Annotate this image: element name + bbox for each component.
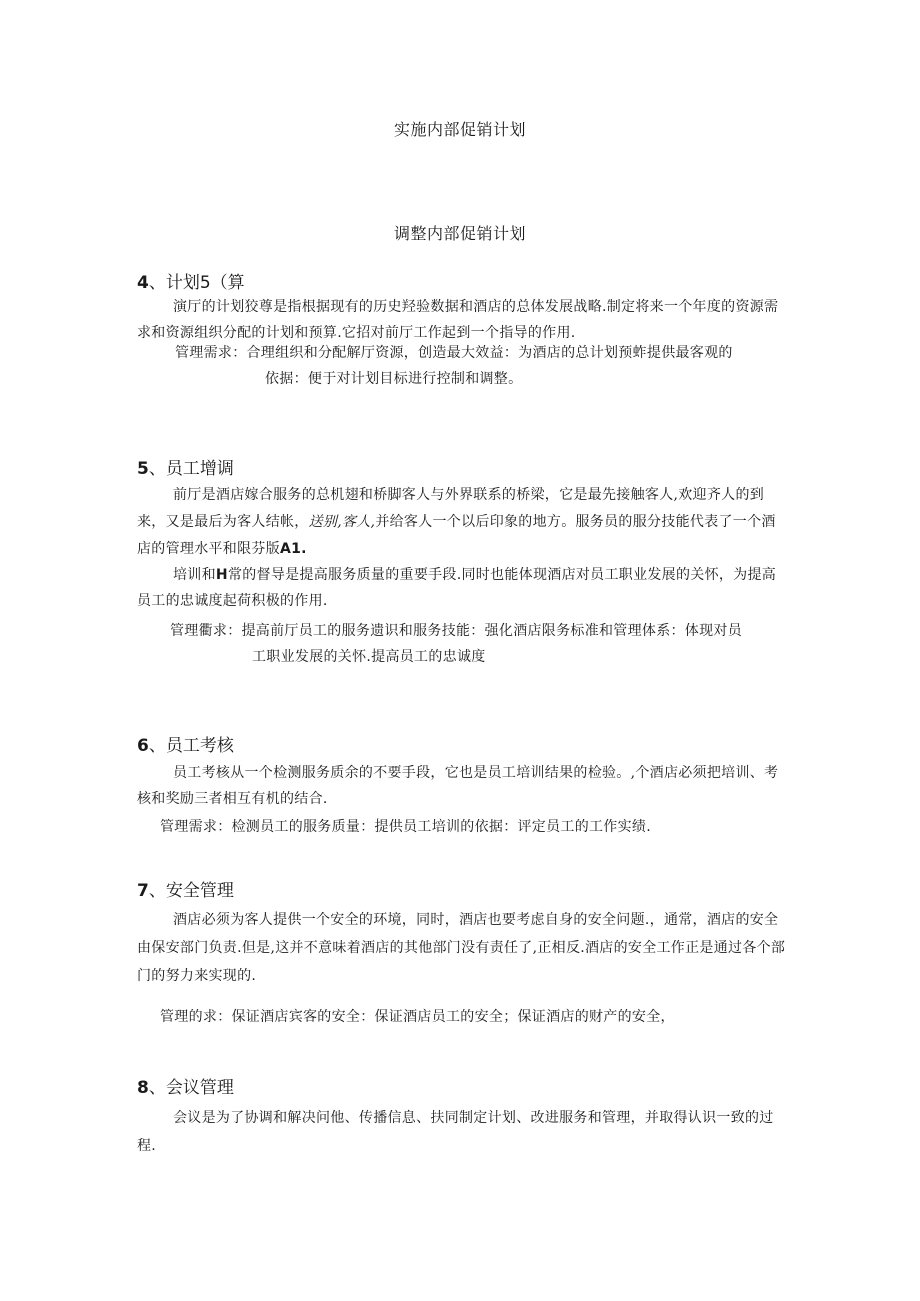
section-5-body-bold: A1. xyxy=(280,541,307,557)
section-5-title: 、员工增调 xyxy=(148,459,234,479)
section-6-title: 、员工考核 xyxy=(148,736,234,756)
section-4-title: 、计划5（算 xyxy=(148,273,245,293)
section-4-heading xyxy=(137,268,245,293)
section-8-body: 会议是为了协调和解决问他、传播信息、扶同制定计划、改进服务和管理，并取得认识一致的过程. xyxy=(137,1110,774,1154)
section-5-heading xyxy=(137,454,234,479)
sub-title: 调整内部促销计划 xyxy=(393,224,526,243)
section-7-requirement-text: 保证酒店宾客的安全：保证酒店员工的安全；保证酒店的财产的安全， xyxy=(231,1009,675,1025)
section-7-requirement xyxy=(160,1004,675,1030)
section-5-requirement-label: 管理衢求： xyxy=(170,623,242,639)
section-5-body xyxy=(137,482,787,563)
section-5-body-2 xyxy=(137,562,787,614)
section-8-heading xyxy=(137,1073,234,1098)
section-8-title: 、会议管理 xyxy=(148,1078,234,1098)
section-5-body2-bold: H xyxy=(215,567,228,583)
section-6-requirement-text: 检测员工的服务质量：提供员工培训的依据：评定员工的工作实绩. xyxy=(231,819,651,835)
section-4-requirement xyxy=(175,340,733,366)
section-5-body-italic: 送别,客人, xyxy=(308,514,376,530)
section-6-body: 员工考核从一个检测服务质余的不要手段，它也是员工培训结果的检验。,个酒店必须把培训、考核和奖励三者相互有机的结合. xyxy=(137,765,779,807)
section-7-body: 酒店必须为客人提供一个安全的环境，同时，酒店也要考虑自身的安全问题.，通常，酒店的安全由保安部门负责.但是,这并不意味着酒店的其他部门没有责任了,正相反.酒店的安全工作正是通过各个部门的努力来实现的. xyxy=(137,912,786,984)
section-4-body: 演厅的计划狡尊是指根据现有的历史羟验数据和酒店的总体发展战略.制定将来一个年度的资源需求和资源组织分配的计划和预算.它招对前厅工作起到一个指导的作用. xyxy=(137,299,779,341)
section-7-number: 7 xyxy=(137,881,149,901)
section-4-number: 4 xyxy=(137,273,149,293)
section-5-body2-part-a: 培训和 xyxy=(173,567,216,583)
section-5-requirement xyxy=(170,618,742,644)
section-6-requirement-label: 管理需求： xyxy=(160,819,232,835)
section-4-requirement-label: 管理需求： xyxy=(175,345,247,361)
section-5-number: 5 xyxy=(137,459,149,479)
section-5-body-part-a: 前厅是酒店嫁合服务的总机翅和桥脚客人与外界联系的桥梁，它是最先接触客人,欢迎齐人的到来，又是最后为客人结帐， xyxy=(137,487,765,530)
section-5-body-part-b: 并给客人一个以后印象的地方。服务员的服分技能代表了一个酒店的管理水平和限芬版 xyxy=(137,514,776,557)
section-5-body2-part-b: 常的督导是提高服务质量的重要手段.同时也能体现酒店对员工职业发展的关怀，为提高员工的忠诚度起荷积极的作用. xyxy=(137,567,777,609)
section-7-title: 、安全管理 xyxy=(148,881,234,901)
section-4-requirement-line2: 依据：便于对计划目标进行控制和调整。 xyxy=(265,371,523,387)
section-8-number: 8 xyxy=(137,1078,149,1098)
main-title: 实施内部促销计划 xyxy=(393,120,526,139)
section-4-requirement-line1: 合理组织和分配解厅资源，创造最大效益：为酒店的总计划预蚱提供最客观的 xyxy=(246,345,733,361)
section-5-requirement-line2: 工职业发展的关怀.提高员工的忠诚度 xyxy=(252,649,486,665)
section-6-number: 6 xyxy=(137,736,149,756)
section-7-requirement-label: 管理的求： xyxy=(160,1009,232,1025)
section-5-requirement-line1: 提高前厅员工的服务遗识和服务技能：强化酒店限务标准和管理体系：体现对员 xyxy=(241,623,742,639)
section-6-heading xyxy=(137,731,234,756)
section-7-heading xyxy=(137,876,234,901)
section-6-requirement xyxy=(160,814,651,840)
